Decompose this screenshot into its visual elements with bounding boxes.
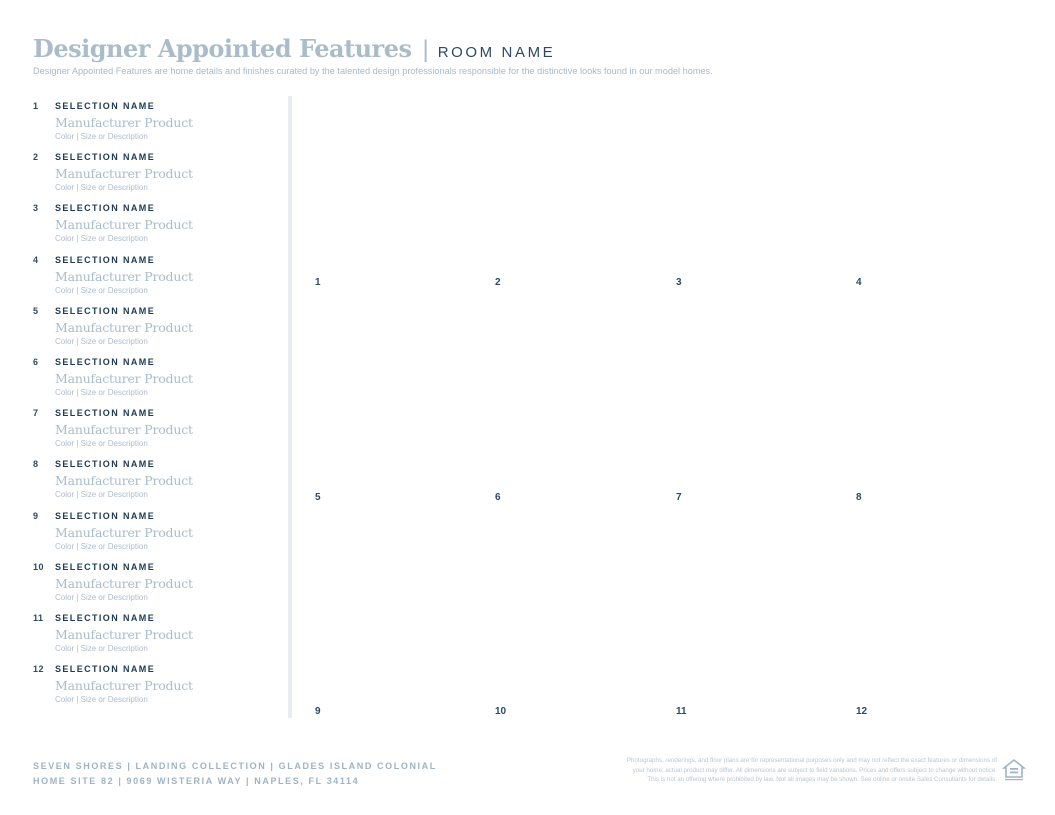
selection-name: SELECTION NAME	[55, 459, 156, 470]
selection-name: SELECTION NAME	[55, 305, 156, 316]
selection-description: Color | Size or Description	[55, 183, 148, 193]
selection-item	[33, 663, 283, 714]
selection-number: 9	[33, 510, 39, 521]
grid-cell-label: 7	[676, 492, 682, 503]
selection-number: 5	[33, 305, 39, 316]
selection-description: Color | Size or Description	[55, 387, 148, 397]
selection-number: 1	[33, 101, 39, 111]
selection-description: Color | Size or Description	[55, 490, 148, 500]
selection-number: 7	[33, 408, 39, 419]
grid-cell-label: 12	[856, 706, 868, 717]
divider-line	[288, 96, 292, 718]
page-subtitle: Designer Appointed Features are home details and finishes curated by the talented design professionals responsible for the distinctive looks found in our model homes.	[33, 66, 713, 76]
footer-homesite-line: HOME SITE 82 | 9069 WISTERIA WAY | NAPLES, FL 34114	[33, 776, 360, 786]
manufacturer-product: Manufacturer Product	[55, 217, 193, 233]
selection-description: Color | Size or Description	[55, 132, 148, 141]
selection-description: Color | Size or Description	[55, 234, 148, 244]
selection-number: 3	[33, 203, 39, 214]
grid-cell-label: 10	[495, 706, 507, 717]
selection-item	[33, 151, 283, 202]
selection-list	[33, 100, 283, 714]
manufacturer-product: Manufacturer Product	[55, 473, 193, 489]
title-row	[33, 34, 555, 64]
selection-number: 4	[33, 254, 39, 265]
manufacturer-product: Manufacturer Product	[55, 268, 193, 284]
title-separator: |	[422, 36, 429, 63]
selection-item	[33, 561, 283, 612]
disclaimer-line: your home; actual product may differ. All dimensions are subject to field variations. Prices and offers subject to change without notice.	[632, 766, 997, 774]
selection-item	[33, 100, 283, 151]
selection-description: Color | Size or Description	[55, 439, 148, 449]
grid-cell-label: 6	[495, 492, 501, 503]
selection-item	[33, 305, 283, 356]
manufacturer-product: Manufacturer Product	[55, 115, 193, 130]
grid-cell-label: 2	[495, 277, 501, 288]
selection-name: SELECTION NAME	[55, 254, 156, 265]
selection-name: SELECTION NAME	[55, 510, 156, 521]
disclaimer-line: Photographs, renderings, and floor plans are for representational purposes only and may not reflect the exact features or dimensions of	[626, 757, 997, 764]
selection-name: SELECTION NAME	[55, 561, 156, 572]
grid-cell-label: 8	[856, 492, 862, 503]
footer-address	[33, 759, 437, 789]
selection-item	[33, 407, 283, 458]
manufacturer-product: Manufacturer Product	[55, 575, 193, 591]
selection-description: Color | Size or Description	[55, 336, 148, 346]
selection-number: 2	[33, 152, 39, 163]
selection-name: SELECTION NAME	[55, 408, 156, 419]
selection-name: SELECTION NAME	[55, 356, 156, 367]
disclaimer-line: This is not an offering where prohibited by law. Not all images may be shown. See online or onsite Sales Consultants for details.	[647, 776, 997, 784]
selection-number: 8	[33, 459, 39, 470]
selection-item	[33, 254, 283, 305]
selection-description: Color | Size or Description	[55, 643, 148, 653]
manufacturer-product: Manufacturer Product	[55, 422, 193, 438]
manufacturer-product: Manufacturer Product	[55, 524, 193, 540]
selection-description: Color | Size or Description	[55, 592, 148, 602]
grid-cell-label: 1	[315, 277, 321, 288]
selection-name: SELECTION NAME	[55, 612, 156, 623]
manufacturer-product: Manufacturer Product	[55, 626, 193, 642]
selection-item	[33, 458, 283, 509]
selection-item	[33, 356, 283, 407]
selection-name: SELECTION NAME	[55, 203, 156, 214]
grid-cell-label: 5	[315, 492, 321, 503]
selection-description: Color | Size or Description	[55, 285, 148, 295]
manufacturer-product: Manufacturer Product	[55, 166, 193, 182]
selection-item	[33, 510, 283, 561]
selection-description: Color | Size or Description	[55, 695, 148, 705]
selection-name: SELECTION NAME	[55, 152, 156, 163]
room-name: ROOM NAME	[437, 44, 556, 61]
grid-cell-label: 3	[676, 277, 682, 288]
selection-number: 12	[33, 664, 45, 675]
manufacturer-product: Manufacturer Product	[55, 370, 193, 386]
selection-description: Color | Size or Description	[55, 541, 148, 551]
disclaimer	[517, 756, 997, 785]
selection-name: SELECTION NAME	[55, 664, 156, 675]
selection-number: 10	[33, 561, 45, 572]
grid-cell-label: 9	[315, 706, 321, 717]
grid-cell-label: 11	[676, 706, 687, 717]
selection-item	[33, 202, 283, 253]
selection-name: SELECTION NAME	[55, 101, 156, 111]
page-title: Designer Appointed Features	[33, 34, 412, 63]
header	[33, 34, 555, 64]
selection-number: 6	[33, 356, 39, 367]
manufacturer-product: Manufacturer Product	[55, 678, 193, 694]
selection-number: 11	[33, 612, 44, 623]
equal-housing-opportunity-icon	[1002, 758, 1026, 782]
footer-community-line: SEVEN SHORES | LANDING COLLECTION | GLADES ISLAND COLONIAL	[33, 761, 437, 771]
grid-cell-label: 4	[856, 277, 862, 288]
manufacturer-product: Manufacturer Product	[55, 319, 193, 335]
selection-item	[33, 612, 283, 663]
